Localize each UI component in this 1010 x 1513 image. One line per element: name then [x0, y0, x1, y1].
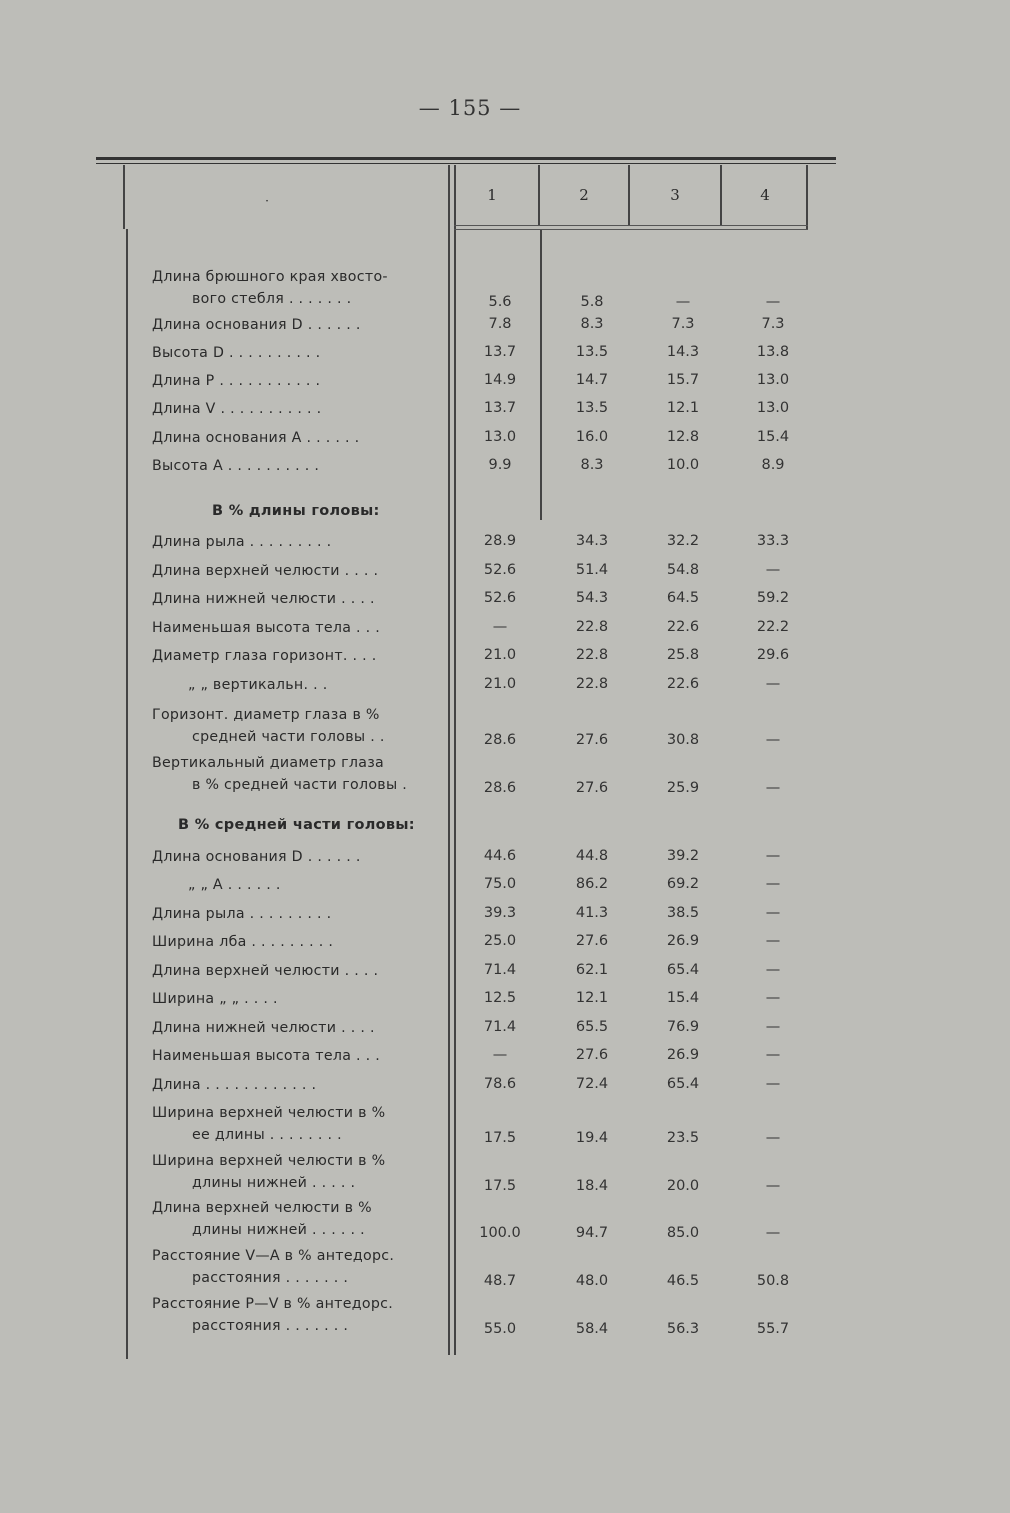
- column-header-3: 3: [670, 186, 680, 204]
- row-value-col-2: 58.4: [575, 1321, 609, 1337]
- row-value-col-3: 15.4: [666, 990, 700, 1006]
- row-label: [152, 1197, 434, 1241]
- top-rule-thin: [96, 163, 836, 164]
- row-value-col-4: —: [765, 1019, 781, 1035]
- row-value-col-2: 8.3: [580, 457, 604, 473]
- row-value-col-1: 55.0: [483, 1321, 517, 1337]
- row-value-col-3: 46.5: [666, 1273, 700, 1289]
- row-label: [152, 874, 434, 896]
- row-value-col-4: —: [765, 1178, 781, 1194]
- row-label: [152, 398, 434, 420]
- row-label-line: ее длины . . . . . . . .: [192, 1127, 342, 1143]
- row-value-col-2: 16.0: [575, 429, 609, 445]
- row-value-col-2: 27.6: [575, 1047, 609, 1063]
- row-label: [152, 560, 434, 582]
- row-value-col-1: 17.5: [483, 1130, 517, 1146]
- row-value-col-1: 12.5: [483, 990, 517, 1006]
- row-label-line: „ „ A . . . . . .: [188, 877, 281, 893]
- row-label: [152, 1293, 434, 1337]
- row-value-col-4: 55.7: [756, 1321, 790, 1337]
- row-value-col-4: —: [765, 876, 781, 892]
- row-value-col-1: —: [492, 619, 508, 635]
- row-value-col-2: 22.8: [575, 619, 609, 635]
- row-label-line: Высота A . . . . . . . . . .: [152, 458, 320, 474]
- column-header-2: 2: [579, 186, 589, 204]
- row-value-col-3: 15.7: [666, 372, 700, 388]
- header-dot: ·: [265, 194, 269, 208]
- row-value-col-2: 48.0: [575, 1273, 609, 1289]
- row-label: [152, 455, 434, 477]
- label-column-divider: [448, 165, 450, 1355]
- row-value-col-3: 69.2: [666, 876, 700, 892]
- row-label: [152, 752, 434, 796]
- row-value-col-3: 76.9: [666, 1019, 700, 1035]
- row-value-col-1: 52.6: [483, 590, 517, 606]
- row-value-col-3: 54.8: [666, 562, 700, 578]
- row-label: [152, 1045, 434, 1067]
- row-value-col-1: 28.6: [483, 732, 517, 748]
- row-value-col-4: 8.9: [761, 457, 785, 473]
- row-label-line: длины нижней . . . . . .: [192, 1222, 365, 1238]
- row-value-col-4: —: [765, 1130, 781, 1146]
- row-value-col-1: 13.0: [483, 429, 517, 445]
- row-label: [152, 1150, 434, 1194]
- row-label-line: Длина V . . . . . . . . . . .: [152, 401, 322, 417]
- row-value-col-2: 8.3: [580, 316, 604, 332]
- row-value-col-3: 32.2: [666, 533, 700, 549]
- row-value-col-3: 26.9: [666, 1047, 700, 1063]
- row-label-line: Вертикальный диаметр глаза: [152, 755, 385, 771]
- row-value-col-3: 26.9: [666, 933, 700, 949]
- row-value-col-4: —: [765, 562, 781, 578]
- row-value-col-3: 20.0: [666, 1178, 700, 1194]
- row-value-col-4: 29.6: [756, 647, 790, 663]
- row-value-col-1: 5.6: [488, 294, 512, 310]
- row-label: [152, 1074, 434, 1096]
- row-value-col-1: 13.7: [483, 400, 517, 416]
- row-value-col-1: 21.0: [483, 647, 517, 663]
- row-label-line: Длина . . . . . . . . . . . .: [152, 1077, 317, 1093]
- row-value-col-1: 28.9: [483, 533, 517, 549]
- row-value-col-3: 56.3: [666, 1321, 700, 1337]
- row-value-col-2: 19.4: [575, 1130, 609, 1146]
- row-label: [152, 314, 434, 336]
- row-value-col-2: 13.5: [575, 400, 609, 416]
- row-value-col-1: 13.7: [483, 344, 517, 360]
- row-value-col-4: —: [765, 294, 781, 310]
- row-label-line: в % средней части головы .: [192, 777, 408, 793]
- row-value-col-4: —: [765, 732, 781, 748]
- row-value-col-4: —: [765, 1225, 781, 1241]
- row-label-line: Длина нижней челюсти . . . .: [152, 1020, 375, 1036]
- row-label: [152, 427, 434, 449]
- section-title-mid-head: В % средней части головы:: [178, 817, 415, 833]
- row-value-col-2: 14.7: [575, 372, 609, 388]
- header-bottom-rule-double: [454, 229, 808, 230]
- row-value-col-2: 27.6: [575, 933, 609, 949]
- row-label: [152, 531, 434, 553]
- row-value-col-2: 94.7: [575, 1225, 609, 1241]
- row-value-col-4: —: [765, 962, 781, 978]
- row-value-col-4: 33.3: [756, 533, 790, 549]
- row-value-col-1: 14.9: [483, 372, 517, 388]
- row-value-col-1: 78.6: [483, 1076, 517, 1092]
- row-label: [152, 588, 434, 610]
- row-label: [152, 1017, 434, 1039]
- row-label-line: Ширина верхней челюсти в %: [152, 1153, 386, 1169]
- row-label: [152, 988, 434, 1010]
- row-label-line: Длина основания D . . . . . .: [152, 317, 361, 333]
- row-value-col-1: 52.6: [483, 562, 517, 578]
- row-value-col-2: 27.6: [575, 732, 609, 748]
- row-label-line: Длина P . . . . . . . . . . .: [152, 373, 321, 389]
- row-value-col-3: 12.1: [666, 400, 700, 416]
- row-value-col-3: 39.2: [666, 848, 700, 864]
- section-title-head-length: В % длины головы:: [212, 503, 380, 519]
- row-value-col-1: 7.8: [488, 316, 512, 332]
- row-value-col-2: 27.6: [575, 780, 609, 796]
- row-value-col-1: —: [492, 1047, 508, 1063]
- row-value-col-4: 15.4: [756, 429, 790, 445]
- row-value-col-1: 100.0: [479, 1225, 521, 1241]
- row-label: [152, 342, 434, 364]
- row-value-col-1: 25.0: [483, 933, 517, 949]
- row-value-col-3: 85.0: [666, 1225, 700, 1241]
- row-label-line: Ширина лба . . . . . . . . .: [152, 934, 334, 950]
- row-value-col-2: 22.8: [575, 676, 609, 692]
- row-label-line: Диаметр глаза горизонт. . . .: [152, 648, 377, 664]
- row-value-col-3: 12.8: [666, 429, 700, 445]
- row-label-line: Длина брюшного края хвосто-: [152, 269, 388, 285]
- row-value-col-4: —: [765, 780, 781, 796]
- row-value-col-4: 13.0: [756, 400, 790, 416]
- row-value-col-2: 54.3: [575, 590, 609, 606]
- top-rule: [96, 157, 836, 160]
- row-label-line: Расстояние V—A в % антедорс.: [152, 1248, 395, 1264]
- row-value-col-2: 86.2: [575, 876, 609, 892]
- row-value-col-2: 41.3: [575, 905, 609, 921]
- row-value-col-2: 62.1: [575, 962, 609, 978]
- column-header-1: 1: [487, 186, 497, 204]
- table-left-border-body: [126, 229, 128, 1359]
- row-label: [152, 903, 434, 925]
- row-label-line: расстояния . . . . . . .: [192, 1270, 349, 1286]
- row-value-col-4: —: [765, 990, 781, 1006]
- row-value-col-1: 17.5: [483, 1178, 517, 1194]
- row-label: [152, 674, 434, 696]
- row-label-line: Длина верхней челюсти в %: [152, 1200, 372, 1216]
- row-label-line: Длина рыла . . . . . . . . .: [152, 906, 332, 922]
- row-value-col-2: 18.4: [575, 1178, 609, 1194]
- row-label-line: Высота D . . . . . . . . . .: [152, 345, 321, 361]
- row-value-col-3: 7.3: [671, 316, 695, 332]
- row-value-col-3: 38.5: [666, 905, 700, 921]
- row-value-col-2: 51.4: [575, 562, 609, 578]
- row-value-col-2: 72.4: [575, 1076, 609, 1092]
- row-value-col-3: 64.5: [666, 590, 700, 606]
- row-value-col-4: 59.2: [756, 590, 790, 606]
- row-label: [152, 960, 434, 982]
- row-value-col-1: 39.3: [483, 905, 517, 921]
- row-value-col-4: —: [765, 933, 781, 949]
- row-value-col-1: 9.9: [488, 457, 512, 473]
- row-value-col-3: 22.6: [666, 676, 700, 692]
- row-label-line: средней части головы . .: [192, 729, 385, 745]
- row-value-col-3: 65.4: [666, 1076, 700, 1092]
- row-label-line: „ „ вертикальн. . .: [188, 677, 328, 693]
- row-value-col-3: 14.3: [666, 344, 700, 360]
- row-value-col-3: 23.5: [666, 1130, 700, 1146]
- row-label: [152, 1102, 434, 1146]
- row-value-col-2: 22.8: [575, 647, 609, 663]
- row-label-line: Наименьшая высота тела . . .: [152, 620, 381, 636]
- row-label-line: Ширина „ „ . . . .: [152, 991, 278, 1007]
- row-label-line: длины нижней . . . . .: [192, 1175, 356, 1191]
- row-label: [152, 931, 434, 953]
- row-value-col-1: 21.0: [483, 676, 517, 692]
- row-value-col-3: 25.9: [666, 780, 700, 796]
- row-value-col-4: 7.3: [761, 316, 785, 332]
- row-label: [152, 1245, 434, 1289]
- row-value-col-4: —: [765, 1076, 781, 1092]
- row-label-line: Ширина верхней челюсти в %: [152, 1105, 386, 1121]
- row-value-col-4: —: [765, 1047, 781, 1063]
- row-value-col-3: 22.6: [666, 619, 700, 635]
- row-value-col-4: 13.0: [756, 372, 790, 388]
- row-label: [152, 617, 434, 639]
- row-value-col-1: 71.4: [483, 962, 517, 978]
- row-label-line: Горизонт. диаметр глаза в %: [152, 707, 380, 723]
- column-header-4: 4: [760, 186, 770, 204]
- row-label-line: Расстояние P—V в % антедорс.: [152, 1296, 394, 1312]
- row-value-col-2: 65.5: [575, 1019, 609, 1035]
- row-label: [152, 704, 434, 748]
- row-label: [152, 846, 434, 868]
- row-value-col-1: 71.4: [483, 1019, 517, 1035]
- row-label-line: Длина основания D . . . . . .: [152, 849, 361, 865]
- row-value-col-1: 75.0: [483, 876, 517, 892]
- row-value-col-4: 13.8: [756, 344, 790, 360]
- row-label-line: расстояния . . . . . . .: [192, 1318, 349, 1334]
- row-label: [152, 645, 434, 667]
- row-value-col-2: 13.5: [575, 344, 609, 360]
- row-value-col-1: 44.6: [483, 848, 517, 864]
- header-bottom-rule: [454, 225, 808, 226]
- row-label-line: Длина нижней челюсти . . . .: [152, 591, 375, 607]
- row-label: [152, 370, 434, 392]
- row-value-col-3: 25.8: [666, 647, 700, 663]
- row-value-col-1: 48.7: [483, 1273, 517, 1289]
- row-value-col-1: 28.6: [483, 780, 517, 796]
- row-label: [152, 266, 434, 310]
- row-value-col-3: 65.4: [666, 962, 700, 978]
- row-value-col-2: 34.3: [575, 533, 609, 549]
- row-value-col-4: —: [765, 676, 781, 692]
- row-value-col-3: 30.8: [666, 732, 700, 748]
- row-label-line: Наименьшая высота тела . . .: [152, 1048, 381, 1064]
- page-number: — 155 —: [418, 96, 522, 120]
- row-value-col-2: 44.8: [575, 848, 609, 864]
- row-value-col-2: 12.1: [575, 990, 609, 1006]
- row-label-line: Длина верхней челюсти . . . .: [152, 563, 379, 579]
- row-value-col-4: —: [765, 848, 781, 864]
- row-label-line: Длина верхней челюсти . . . .: [152, 963, 379, 979]
- row-label-line: Длина рыла . . . . . . . . .: [152, 534, 332, 550]
- row-value-col-4: 22.2: [756, 619, 790, 635]
- row-value-col-2: 5.8: [580, 294, 604, 310]
- row-label-line: вого стебля . . . . . . .: [192, 291, 352, 307]
- row-value-col-4: 50.8: [756, 1273, 790, 1289]
- table-left-border: [123, 165, 125, 229]
- row-value-col-4: —: [765, 905, 781, 921]
- row-value-col-3: 10.0: [666, 457, 700, 473]
- row-value-col-3: —: [675, 294, 691, 310]
- row-label-line: Длина основания A . . . . . .: [152, 430, 360, 446]
